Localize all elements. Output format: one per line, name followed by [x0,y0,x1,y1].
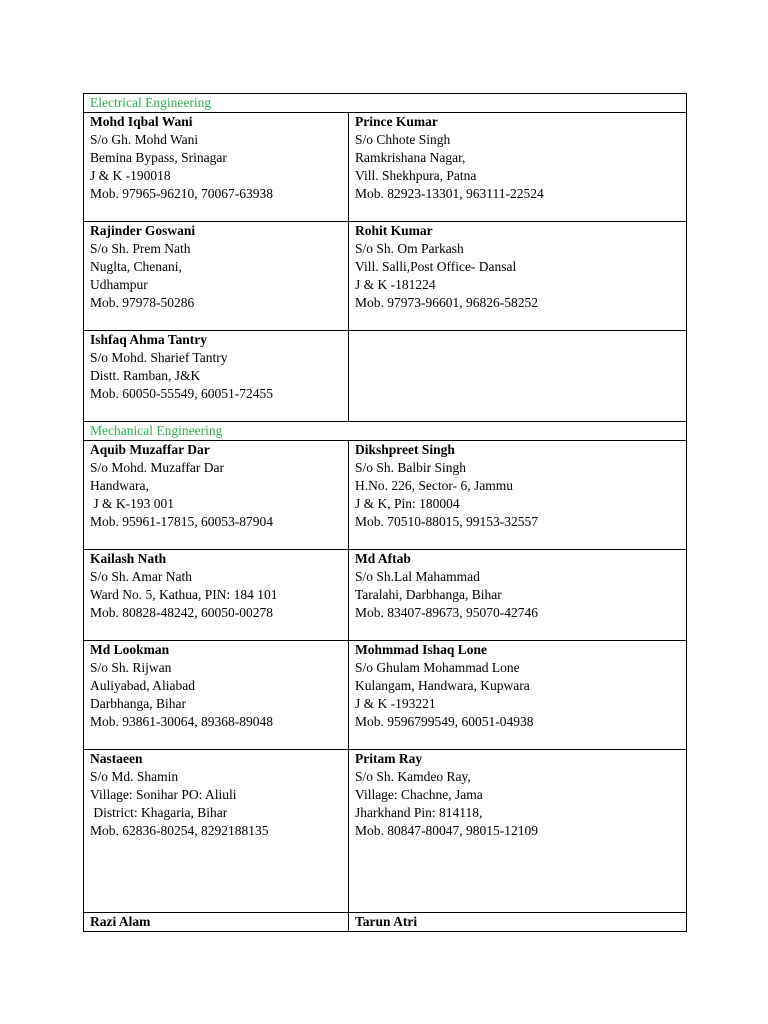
contact-cell [84,913,349,932]
contact-cell [349,441,687,550]
contact-name: Mohmmad Ishaq Lone [355,642,488,657]
contact-parent: S/o Sh. Amar Nath [90,569,193,584]
contact-name: Rohit Kumar [355,223,433,238]
directory-body [84,94,687,932]
contact-address-line: J & K-193 001 [90,496,174,511]
contact-parent: S/o Ghulam Mohammad Lone [355,660,520,675]
contact-name: Md Lookman [90,642,170,657]
contact-name: Razi Alam [90,914,151,929]
contact-address-line: Auliyabad, Aliabad [90,678,195,693]
contact-parent: S/o Sh. Rijwan [90,660,172,675]
contact-row [84,331,687,422]
contact-name: Kailash Nath [90,551,167,566]
contact-row [84,222,687,331]
contact-phone: Mob. 82923-13301, 963111-22524 [355,186,544,201]
contact-parent: S/o Sh. Kamdeo Ray, [355,769,471,784]
contact-phone: Mob. 80847-80047, 98015-12109 [355,823,538,838]
contact-phone: Mob. 62836-80254, 8292188135 [90,823,269,838]
contact-name: Prince Kumar [355,114,438,129]
contact-cell [349,113,687,222]
contact-cell [349,641,687,750]
contact-row [84,641,687,750]
contact-parent: S/o Md. Shamin [90,769,179,784]
contact-address-line: J & K, Pin: 180004 [355,496,460,511]
contact-name: Nastaeen [90,751,143,766]
contact-address-line: District: Khagaria, Bihar [90,805,228,820]
contact-address-line: J & K -193221 [355,696,436,711]
contact-phone: Mob. 70510-88015, 99153-32557 [355,514,538,529]
contact-parent: S/o Chhote Singh [355,132,451,147]
contact-cell [84,222,349,331]
contact-name: Rajinder Goswani [90,223,196,238]
contact-address-line: H.No. 226, Sector- 6, Jammu [355,478,513,493]
contact-cell [84,113,349,222]
contact-cell [349,222,687,331]
contact-name: Md Aftab [355,551,411,566]
contact-cell [84,550,349,641]
contact-phone: Mob. 60050-55549, 60051-72455 [90,386,273,401]
contact-address-line: Taralahi, Darbhanga, Bihar [355,587,502,602]
section-header-row [84,422,687,441]
contact-row [84,441,687,550]
contact-parent: S/o Sh. Balbir Singh [355,460,467,475]
contact-parent: S/o Gh. Mohd Wani [90,132,199,147]
contact-address-line: Distt. Ramban, J&K [90,368,201,383]
contact-address-line: J & K -190018 [90,168,171,183]
contact-cell [84,441,349,550]
contact-address-line: Jharkhand Pin: 814118, [355,805,483,820]
contact-parent: S/o Sh. Om Parkash [355,241,464,256]
contact-cell [349,550,687,641]
contact-name: Dikshpreet Singh [355,442,455,457]
contact-address-line: Darbhanga, Bihar [90,696,186,711]
contact-parent: S/o Mohd. Sharief Tantry [90,350,228,365]
contact-address-line: Bemina Bypass, Srinagar [90,150,227,165]
contact-phone: Mob. 93861-30064, 89368-89048 [90,714,273,729]
contact-phone: Mob. 95961-17815, 60053-87904 [90,514,273,529]
contact-cell [349,913,687,932]
contact-address-line: Village: Sonihar PO: Aliuli [90,787,237,802]
contact-phone: Mob. 83407-89673, 95070-42746 [355,605,538,620]
contact-parent: S/o Sh.Lal Mahammad [355,569,480,584]
contact-parent: S/o Sh. Prem Nath [90,241,191,256]
contact-address-line: Vill. Shekhpura, Patna [355,168,477,183]
contact-name: Ishfaq Ahma Tantry [90,332,208,347]
section-title: Mechanical Engineering [84,422,687,441]
contact-cell [84,641,349,750]
contact-address-line: Ward No. 5, Kathua, PIN: 184 101 [90,587,278,602]
contact-name: Pritam Ray [355,751,423,766]
contact-row [84,550,687,641]
contact-address-line: Handwara, [90,478,149,493]
contact-name: Tarun Atri [355,914,418,929]
contact-address-line: Village: Chachne, Jama [355,787,483,802]
contact-cell [349,331,687,422]
contact-row [84,913,687,932]
contact-row [84,113,687,222]
section-title: Electrical Engineering [84,94,687,113]
contact-cell [349,750,687,913]
section-header-row [84,94,687,113]
contact-directory-table [83,93,687,932]
contact-phone: Mob. 9596799549, 60051-04938 [355,714,534,729]
contact-row [84,750,687,913]
contact-cell [84,750,349,913]
contact-phone: Mob. 97973-96601, 96826-58252 [355,295,538,310]
contact-address-line: Ramkrishana Nagar, [355,150,466,165]
contact-address-line: Udhampur [90,277,148,292]
contact-address-line: Kulangam, Handwara, Kupwara [355,678,530,693]
contact-phone: Mob. 80828-48242, 60050-00278 [90,605,273,620]
contact-address-line: J & K -181224 [355,277,436,292]
contact-name: Aquib Muzaffar Dar [90,442,210,457]
contact-address-line: Nuglta, Chenani, [90,259,182,274]
contact-phone: Mob. 97965-96210, 70067-63938 [90,186,273,201]
contact-parent: S/o Mohd. Muzaffar Dar [90,460,224,475]
contact-address-line: Vill. Salli,Post Office- Dansal [355,259,517,274]
contact-cell [84,331,349,422]
contact-name: Mohd Iqbal Wani [90,114,193,129]
contact-phone: Mob. 97978-50286 [90,295,195,310]
